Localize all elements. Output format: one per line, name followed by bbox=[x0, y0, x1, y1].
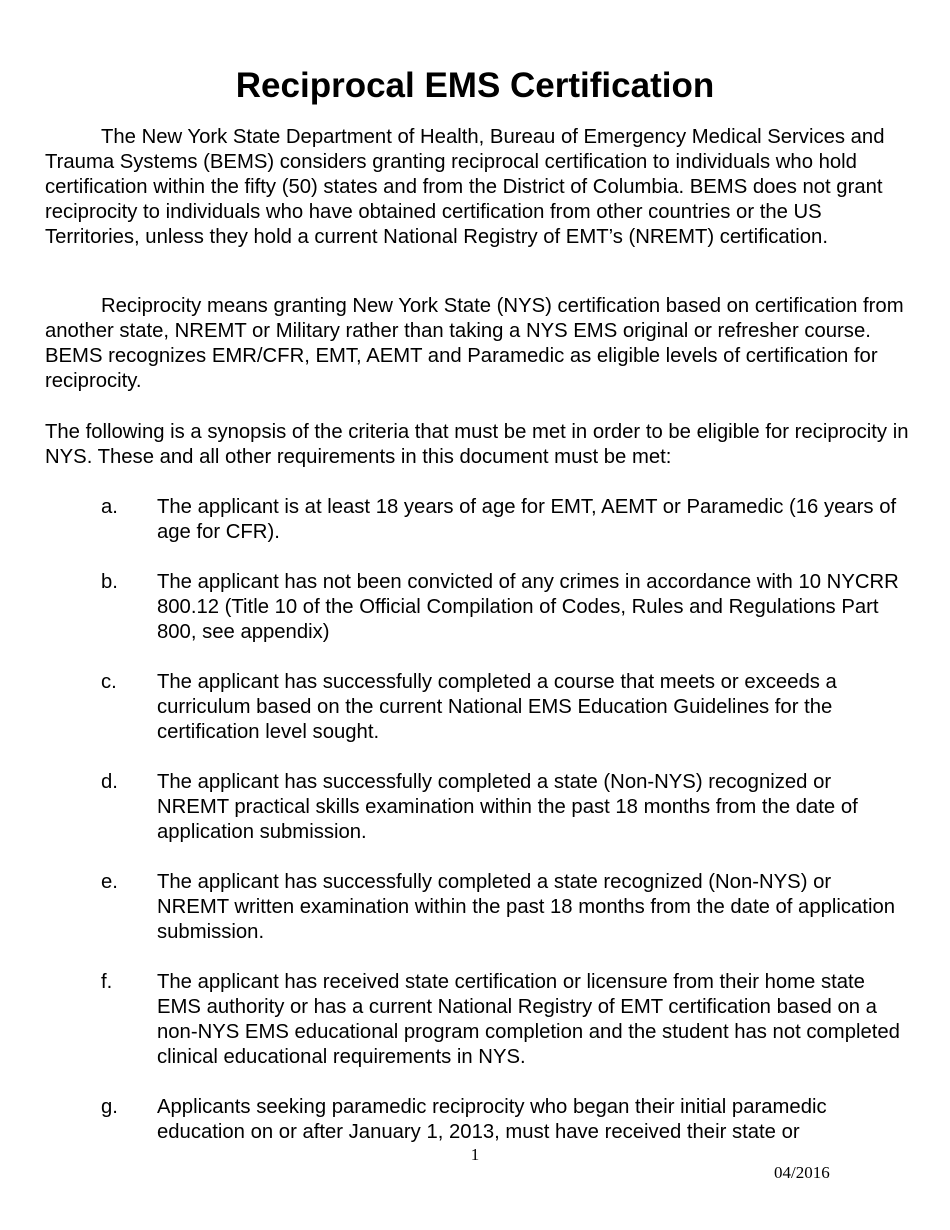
criteria-letter: e. bbox=[101, 871, 118, 893]
criteria-letter: c. bbox=[101, 671, 117, 693]
criteria-text: The applicant has successfully completed a state recognized (Non-NYS) or NREMT written examination within the past 18 months from the date of application submission. bbox=[157, 871, 896, 943]
criteria-text: Applicants seeking paramedic reciprocity who began their initial paramedic education on or after January 1, 2013, must have received their state or bbox=[157, 1096, 827, 1143]
criteria-letter: d. bbox=[101, 771, 118, 793]
criteria-text: The applicant has received state certification or licensure from their home state EMS authority or has a current National Registry of EMT certification based on a non-NYS EMS educational program completion and the student has not completed clinical educational requirements in NYS. bbox=[157, 971, 900, 1068]
criteria-letter: a. bbox=[101, 496, 118, 518]
criteria-text: The applicant has successfully completed a state (Non-NYS) recognized or NREMT practical skills examination within the past 18 months from the date of application submission. bbox=[157, 771, 858, 843]
criteria-letter: b. bbox=[101, 571, 118, 593]
criteria-text: The applicant has successfully completed a course that meets or exceeds a curriculum based on the current National EMS Education Guidelines for the certification level sought. bbox=[157, 671, 837, 743]
page-number: 1 bbox=[470, 1145, 480, 1164]
reciprocity-definition-paragraph: Reciprocity means granting New York State (NYS) certification based on certification from another state, NREMT or Military rather than taking a NYS EMS original or refresher course. BEMS recognizes EMR/CFR, EMT, AEMT and Paramedic as eligible levels of certification for reciprocity. bbox=[45, 295, 904, 392]
page-title: Reciprocal EMS Certification bbox=[235, 66, 715, 105]
footer-revision-date: 04/2016 bbox=[774, 1163, 830, 1182]
intro-paragraph: The New York State Department of Health, Bureau of Emergency Medical Services and Trauma Systems (BEMS) considers granting reciprocal certification to individuals who hold certification within the fifty (50) states and from the District of Columbia. BEMS does not grant reciprocity to individuals who have obtained certification from other countries or the US Territories, unless they hold a current National Registry of EMT’s (NREMT) certification. bbox=[45, 126, 885, 248]
criteria-text: The applicant has not been convicted of any crimes in accordance with 10 NYCRR 800.12 (Title 10 of the Official Compilation of Codes, Rules and Regulations Part 800, see appendix) bbox=[157, 571, 899, 643]
criteria-text: The applicant is at least 18 years of age for EMT, AEMT or Paramedic (16 years of age for CFR). bbox=[157, 496, 897, 543]
criteria-letter: f. bbox=[101, 971, 113, 993]
criteria-letter: g. bbox=[101, 1096, 118, 1118]
criteria-intro-paragraph: The following is a synopsis of the criteria that must be met in order to be eligible for reciprocity in NYS. These and all other requirements in this document must be met: bbox=[45, 421, 909, 468]
